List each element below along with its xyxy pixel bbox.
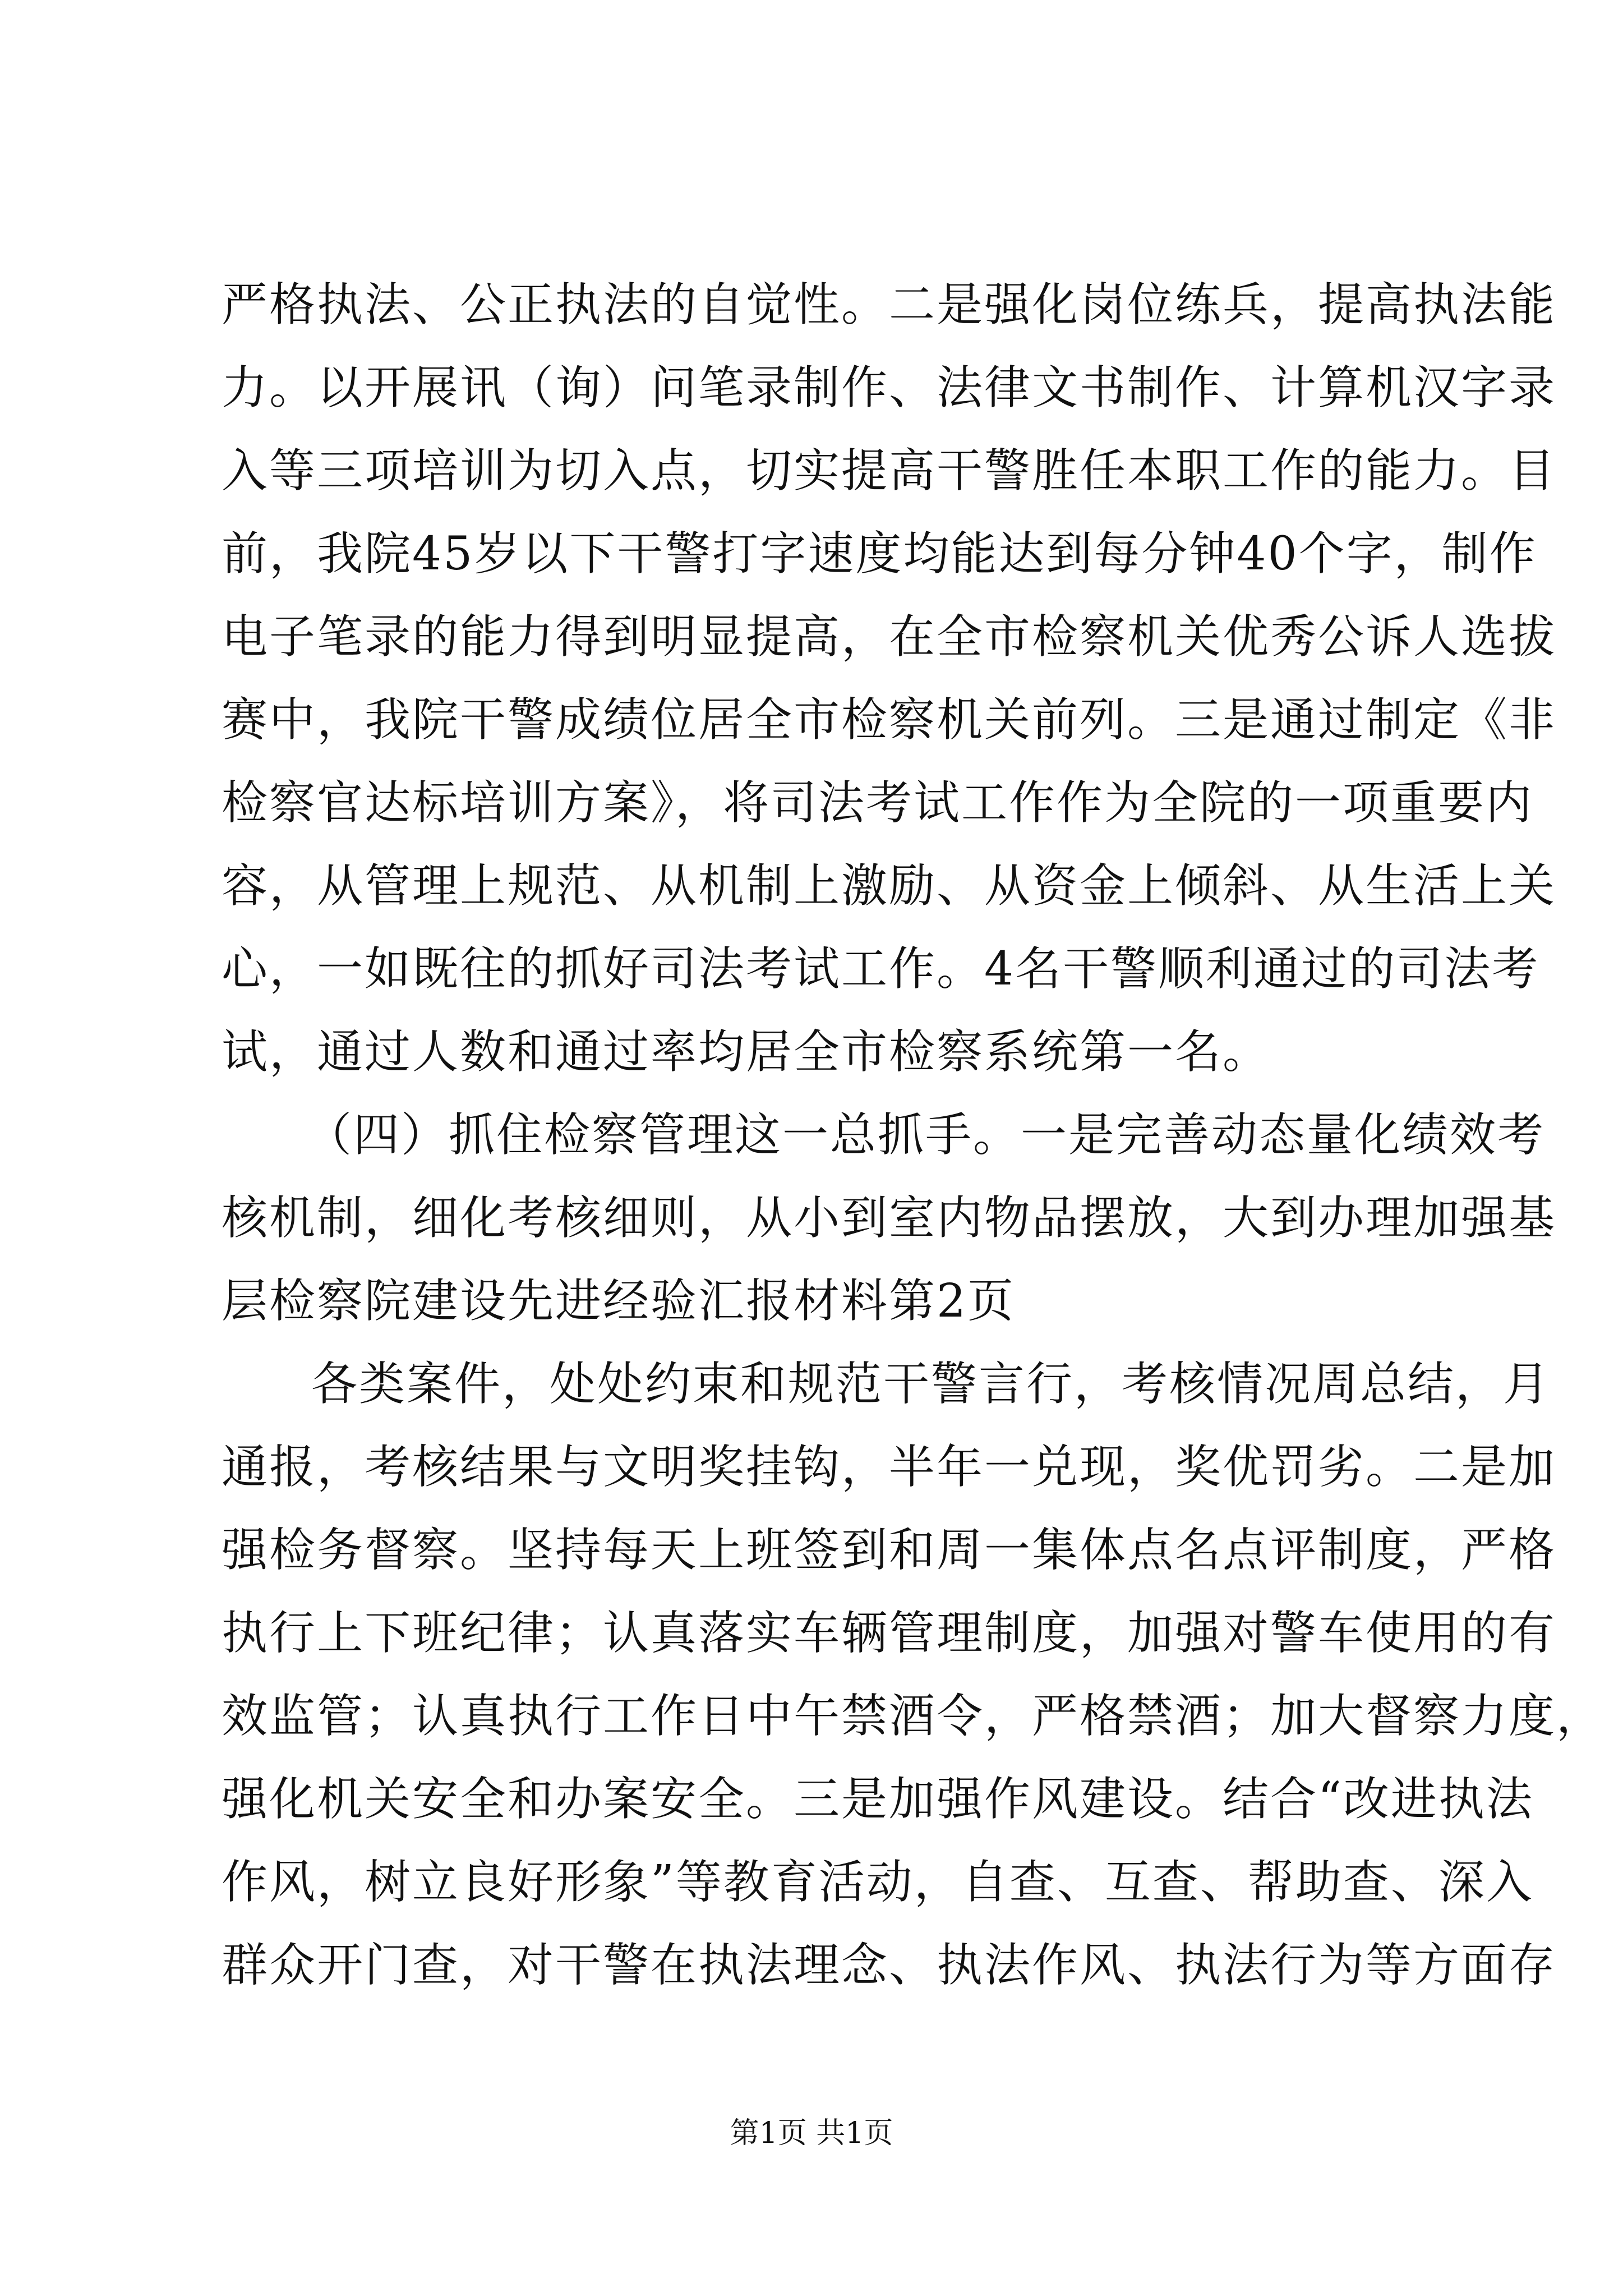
text-line-1: 严格执法、公正执法的自觉性。二是强化岗位练兵，提高执法能: [222, 278, 1557, 332]
text-line-17: 执行上下班纪律；认真落实车辆管理制度，加强对警车使用的有: [222, 1607, 1557, 1660]
text-line-21: 群众开门查，对干警在执法理念、执法作风、执法行为等方面存: [222, 1939, 1557, 1992]
text-line-13: 层检察院建设先进经验汇报材料第2页: [222, 1274, 1016, 1328]
text-line-3: 入等三项培训为切入点，切实提高干警胜任本职工作的能力。目: [222, 444, 1557, 498]
text-line-19: 强化机关安全和办案安全。三是加强作风建设。结合“改进执法: [222, 1773, 1534, 1826]
text-line-2: 力。以开展讯（询）问笔录制作、法律文书制作、计算机汉字录: [222, 361, 1557, 415]
page-footer: 第1页 共1页: [730, 2116, 893, 2150]
text-line-16: 强检务督察。坚持每天上班签到和周一集体点名点评制度，严格: [222, 1524, 1557, 1577]
text-line-12: 核机制，细化考核细则，从小到室内物品摆放，大到办理加强基: [222, 1191, 1557, 1245]
text-line-8: 容，从管理上规范、从机制上激励、从资金上倾斜、从生活上关: [222, 859, 1557, 913]
text-line-5: 电子笔录的能力得到明显提高，在全市检察机关优秀公诉人选拔: [222, 610, 1557, 664]
text-line-9: 心，一如既往的抓好司法考试工作。4名干警顺利通过的司法考: [222, 942, 1540, 996]
text-line-4: 前，我院45岁以下干警打字速度均能达到每分钟40个字，制作: [222, 527, 1537, 581]
text-line-15: 通报，考核结果与文明奖挂钩，半年一兑现，奖优罚劣。二是加: [222, 1441, 1557, 1494]
document-body: [222, 264, 1604, 2007]
text-line-20: 作风，树立良好形象”等教育活动，自查、互查、帮助查、深入: [222, 1856, 1534, 1909]
text-line-7: 检察官达标培训方案》，将司法考试工作作为全院的一项重要内: [222, 776, 1534, 830]
text-line-14: 各类案件，处处约束和规范干警言行，考核情况周总结，月: [311, 1358, 1551, 1411]
text-line-10: 试，通过人数和通过率均居全市检察系统第一名。: [222, 1025, 1271, 1079]
text-line-18: 效监管；认真执行工作日中午禁酒令，严格禁酒；加大督察力度，: [222, 1690, 1604, 1743]
text-line-6: 赛中，我院干警成绩位居全市检察机关前列。三是通过制定《非: [222, 693, 1557, 747]
text-line-11: （四）抓住检察管理这一总抓手。一是完善动态量化绩效考: [306, 1108, 1546, 1162]
